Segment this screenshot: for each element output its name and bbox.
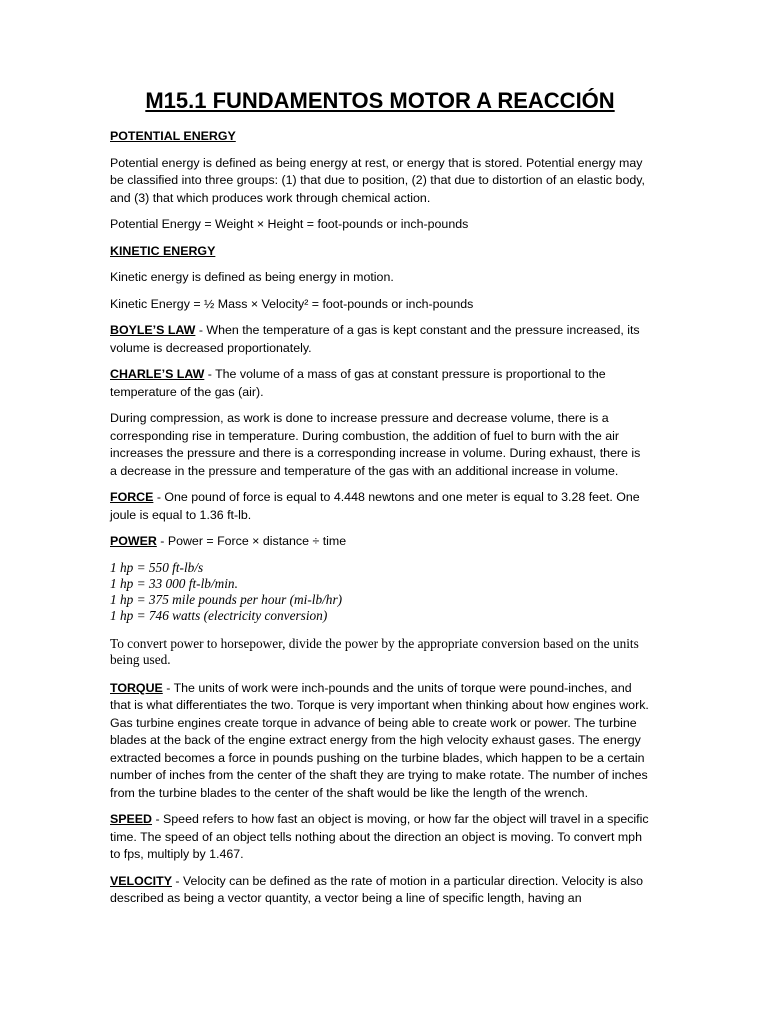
boyles-law-text: - When the temperature of a gas is kept constant and the pressure increased, its volume is decreased proportionately. bbox=[110, 323, 640, 355]
potential-energy-definition: Potential energy is defined as being energy at rest, or energy that is stored. Potential energy may be classified into three groups: (1) that due to position, (2) that due to distortion of an elastic body, and (3) that which produces work through chemical action. bbox=[110, 155, 645, 205]
power-term: POWER bbox=[110, 534, 157, 548]
force-term: FORCE bbox=[110, 490, 154, 504]
velocity-text: - Velocity can be defined as the rate of motion in a particular direction. Velocity is also described as being a vector quantity, a vector being a line of specific length, having an bbox=[110, 873, 644, 905]
document-page bbox=[110, 88, 650, 917]
power-conversion-item: 1 hp = 375 mile pounds per hour (mi-lb/hr) bbox=[110, 591, 343, 607]
potential-energy-heading: POTENTIAL ENERGY bbox=[110, 129, 236, 143]
force-text: - One pound of force is equal to 4.448 newtons and one meter is equal to 3.28 feet. One joule is equal to 1.36 ft-lb. bbox=[110, 490, 640, 522]
charles-law-term: CHARLE’S LAW bbox=[110, 367, 205, 381]
charles-law-paragraph bbox=[110, 366, 650, 401]
power-paragraph bbox=[110, 533, 650, 551]
compression-paragraph: During compression, as work is done to increase pressure and decrease volume, there is a corresponding rise in temperature. During combustion, the addition of fuel to burn with the air increases the pressure and there is a corresponding increase in volume. During exhaust, there is a decrease in the pressure and temperature of the gas with an additional increase in volume. bbox=[110, 411, 641, 478]
charles-law-text: - The volume of a mass of gas at constant pressure is proportional to the temperature of the gas (air). bbox=[110, 367, 606, 399]
velocity-term: VELOCITY bbox=[110, 873, 172, 888]
potential-energy-formula: Potential Energy = Weight × Height = foot-pounds or inch-pounds bbox=[110, 217, 469, 231]
torque-text: - The units of work were inch-pounds and the units of torque were pound-inches, and that is what differentiates the two. Torque is very important when thinking about how engines work. Gas turbine engines create torque in advance of being able to create work or power. The turbine blades at the back of the engine extract energy from the high velocity exhaust gases. The energy extracted becomes a force in pounds pushing on the turbine blades, which happen to be a certain number of inches from the center of the shaft they are trying to make rotate. The number of inches from the turbine blades to the center of the shaft would be like the length of the wrench. bbox=[110, 680, 649, 800]
boyles-law-paragraph bbox=[110, 322, 650, 357]
power-conversion-item: 1 hp = 550 ft-lb/s bbox=[110, 559, 204, 575]
boyles-law-term: BOYLE’S LAW bbox=[110, 323, 196, 337]
kinetic-energy-heading: KINETIC ENERGY bbox=[110, 243, 216, 258]
speed-paragraph bbox=[110, 811, 650, 864]
torque-term: TORQUE bbox=[110, 680, 163, 695]
kinetic-energy-definition: Kinetic energy is defined as being energy in motion. bbox=[110, 270, 394, 284]
page-title: M15.1 FUNDAMENTOS MOTOR A REACCIÓN bbox=[145, 88, 615, 113]
power-conversion-item: 1 hp = 33 000 ft-lb/min. bbox=[110, 575, 238, 591]
speed-term: SPEED bbox=[110, 812, 153, 826]
torque-paragraph bbox=[110, 680, 650, 803]
force-paragraph bbox=[110, 489, 650, 524]
kinetic-energy-formula: Kinetic Energy = ½ Mass × Velocity² = foot-pounds or inch-pounds bbox=[110, 296, 474, 311]
speed-text: - Speed refers to how fast an object is moving, or how far the object will travel in a specific time. The speed of an object tells nothing about the direction an object is moving. To convert mph to fps, multiply by 1.467. bbox=[110, 812, 649, 861]
power-text: - Power = Force × distance ÷ time bbox=[156, 534, 347, 548]
velocity-paragraph bbox=[110, 873, 650, 908]
power-conversions-list bbox=[110, 560, 650, 624]
power-conversion-item: 1 hp = 746 watts (electricity conversion) bbox=[110, 607, 328, 623]
power-convert-note: To convert power to horsepower, divide the power by the appropriate conversion based on the units being used. bbox=[110, 635, 639, 667]
